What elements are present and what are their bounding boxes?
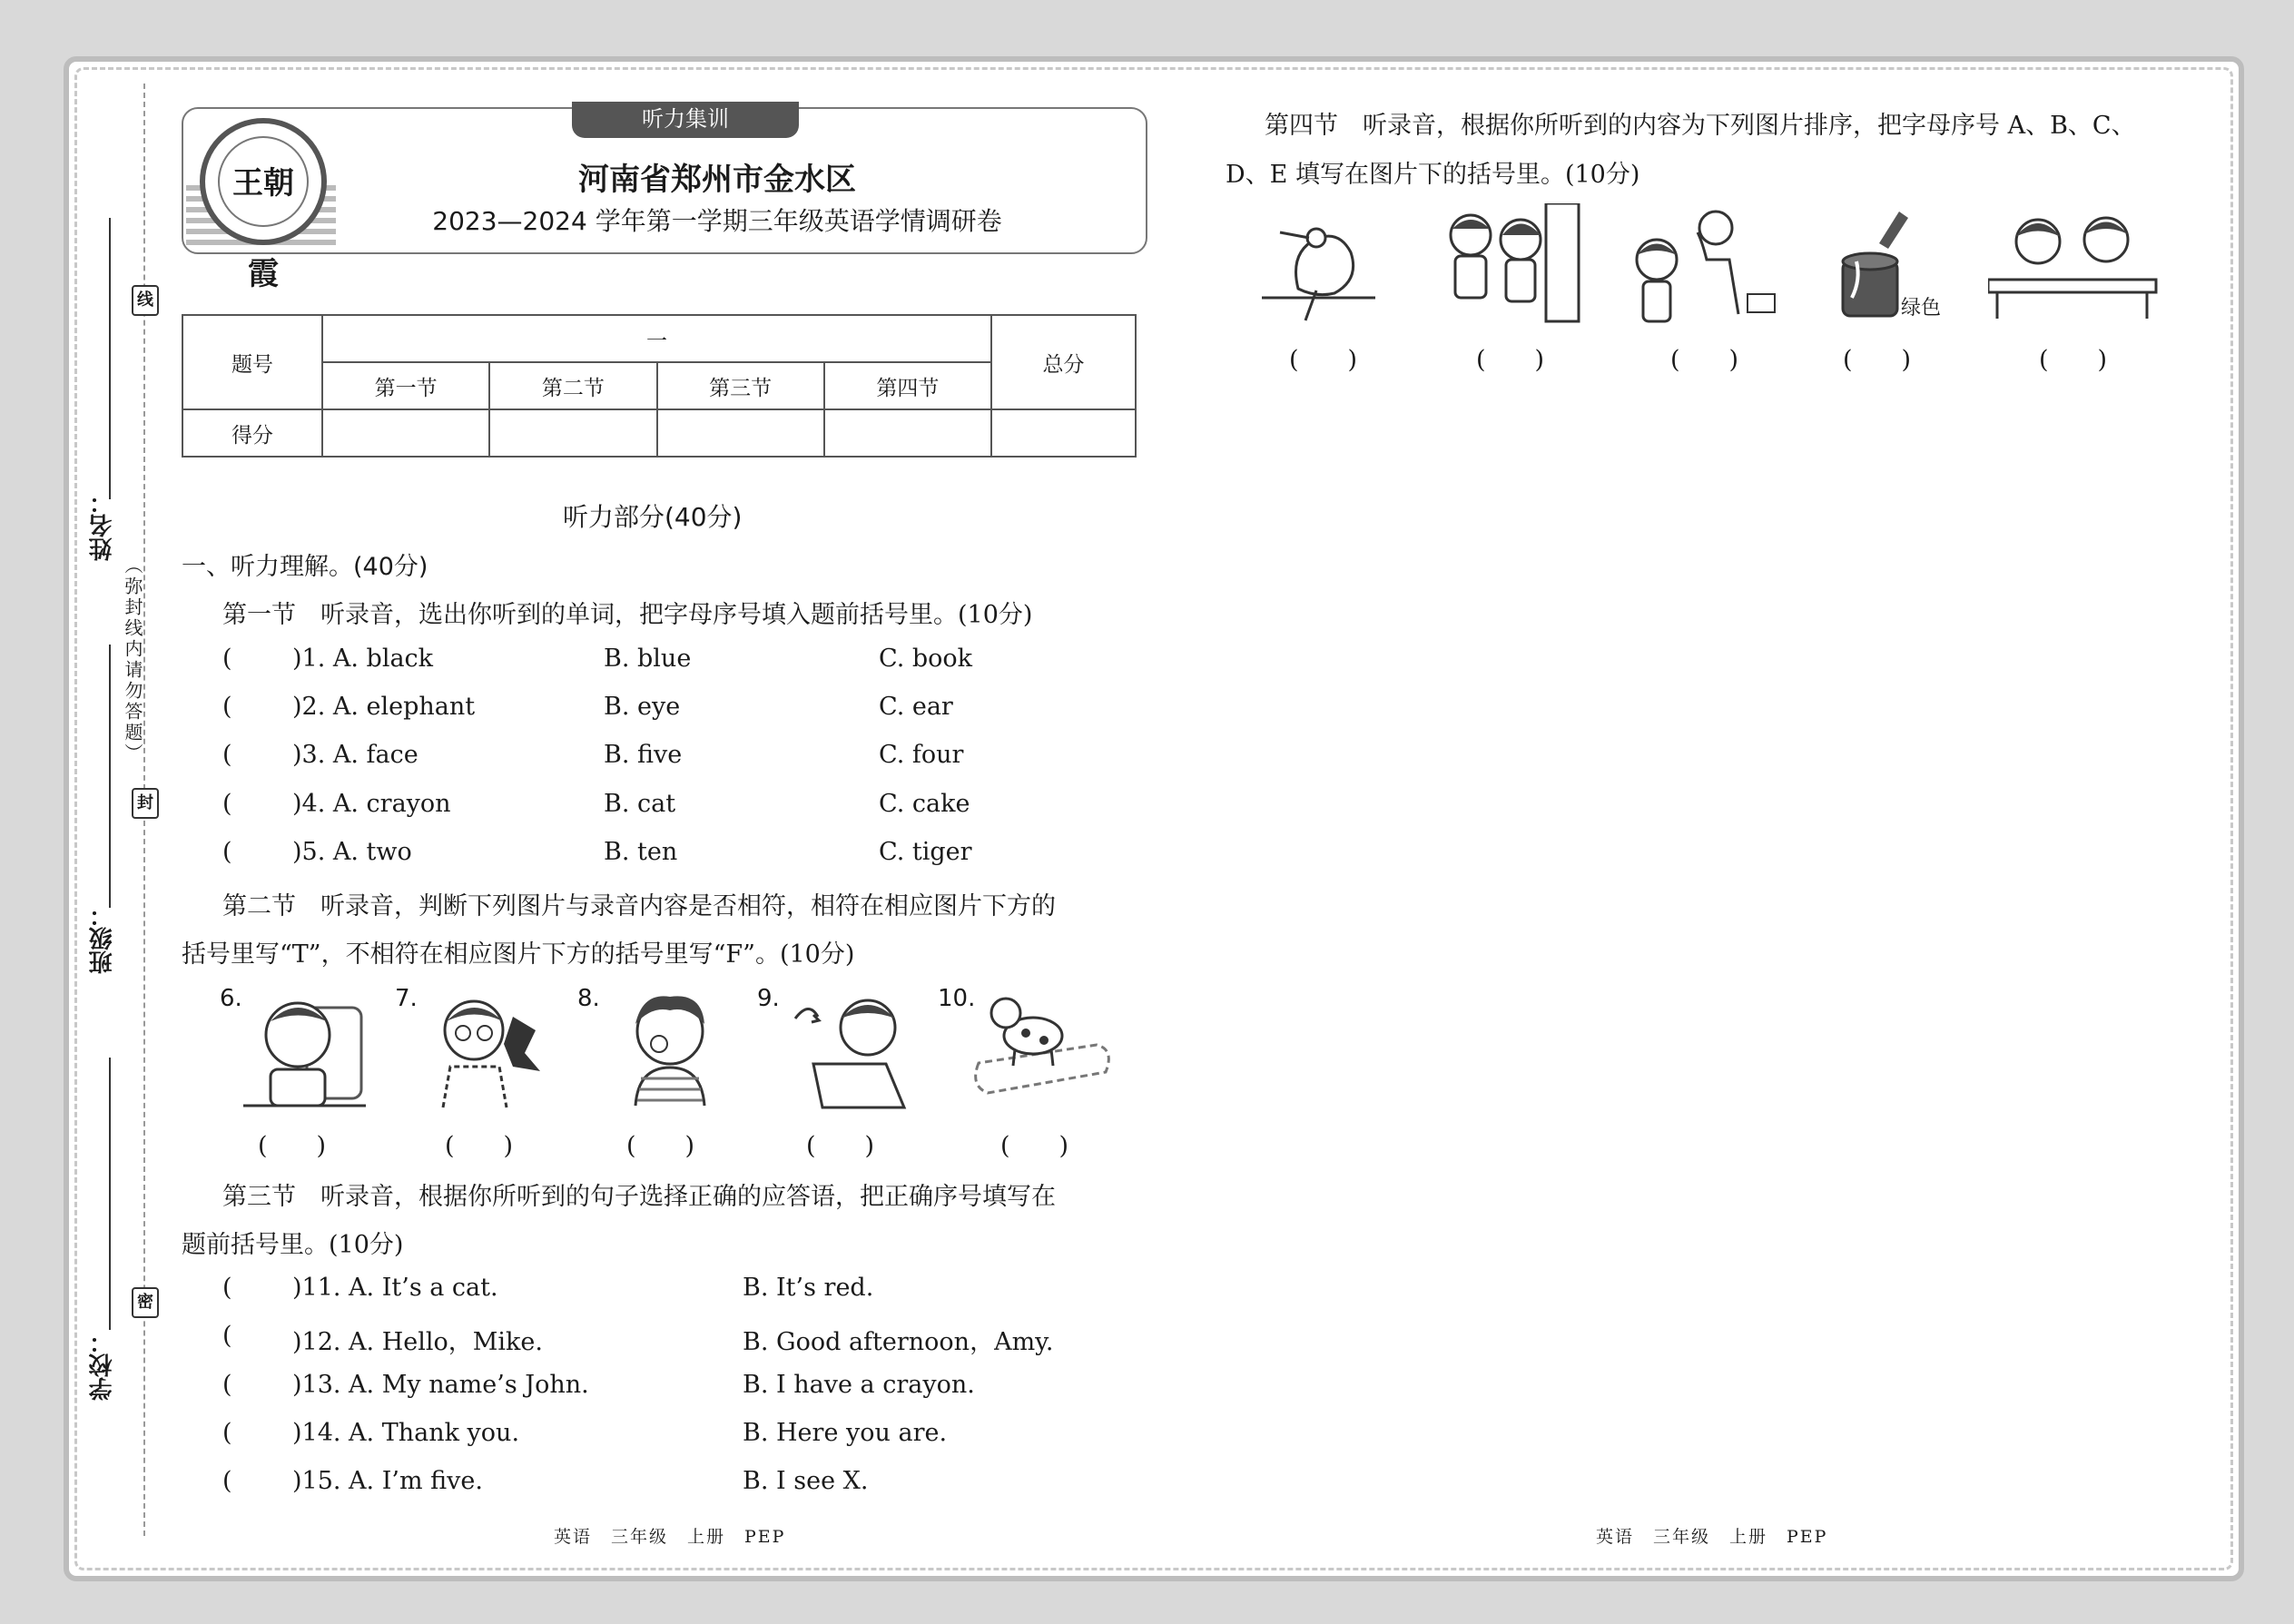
kids-at-door-picture xyxy=(1430,203,1584,326)
score-table xyxy=(182,314,1137,458)
sec3-line2: 题前括号里。(10分) xyxy=(182,1231,404,1259)
pic-number-7: 7. xyxy=(395,985,418,1012)
listening-heading: 听力部分(40分) xyxy=(563,502,743,532)
boy-arm-picture xyxy=(786,991,913,1109)
paren-open[interactable]: ( xyxy=(222,1322,232,1350)
sec2-line1: 第二节 听录音，判断下列图片与录音内容是否相符，相符在相应图片下方的 xyxy=(222,892,1056,920)
order-paren-5[interactable]: ( ) xyxy=(2039,346,2108,374)
kids-at-table-picture xyxy=(1988,205,2161,328)
paren-open[interactable]: ( xyxy=(222,1371,232,1399)
pic-number-9: 9. xyxy=(757,985,780,1012)
col-section-3: 第三节 xyxy=(657,362,824,409)
q3-b: B. five xyxy=(604,741,683,769)
q2-b: B. eye xyxy=(604,693,681,721)
answer-paren-6[interactable]: ( ) xyxy=(258,1132,327,1160)
class-label: 班级： xyxy=(89,903,116,974)
score-cell[interactable] xyxy=(657,409,824,457)
name-label: 姓名： xyxy=(89,490,116,561)
school-write-line xyxy=(109,1058,111,1330)
logo-text: 王朝霞 xyxy=(218,136,309,227)
q14-a: )14. A. Thank you. xyxy=(292,1419,520,1447)
q5-a: )5. A. two xyxy=(292,838,412,866)
order-paren-3[interactable]: ( ) xyxy=(1670,346,1739,374)
binding-note: （弥封线内请勿答题） xyxy=(122,556,143,764)
header-tab: 听力集训 xyxy=(572,102,799,138)
girl-nose-picture xyxy=(615,988,724,1110)
q3-c: C. four xyxy=(879,741,964,769)
school-label: 学校： xyxy=(89,1330,116,1401)
sec4-line1: 第四节 听录音，根据你所听到的内容为下列图片排序，把字母序号 A、B、C、 xyxy=(1265,112,2136,140)
q4-a: )4. A. crayon xyxy=(292,790,451,818)
col-section-2: 第二节 xyxy=(489,362,656,409)
seal-seal: 封 xyxy=(132,788,159,819)
answer-paren-9[interactable]: ( ) xyxy=(806,1132,875,1160)
class-write-line xyxy=(109,645,111,908)
sec2-line2: 括号里写“T”，不相符在相应图片下方的括号里写“F”。(10分) xyxy=(182,940,855,969)
q1-a: )1. A. black xyxy=(292,645,434,673)
q4-c: C. cake xyxy=(879,790,970,818)
bird-picture xyxy=(1262,207,1380,325)
score-cell[interactable] xyxy=(489,409,656,457)
order-paren-1[interactable]: ( ) xyxy=(1289,346,1358,374)
pic-number-8: 8. xyxy=(577,985,600,1012)
sec1-instruction: 第一节 听录音，选出你听到的单词，把字母序号填入题前括号里。(10分) xyxy=(222,601,1033,629)
page-subtitle: 2023—2024 学年第一学期三年级英语学情调研卷 xyxy=(432,206,1002,236)
name-write-line xyxy=(109,218,111,499)
paren-open[interactable]: ( xyxy=(222,693,232,721)
paren-open[interactable]: ( xyxy=(222,1419,232,1447)
q12-a: )12. A. Hello，Mike. xyxy=(292,1328,543,1356)
paren-open[interactable]: ( xyxy=(222,645,232,673)
q2-c: C. ear xyxy=(879,693,953,721)
q1-b: B. blue xyxy=(604,645,692,673)
answer-paren-8[interactable]: ( ) xyxy=(626,1132,695,1160)
row-label: 得分 xyxy=(182,409,322,457)
col-group: 一 xyxy=(322,315,991,362)
q5-b: B. ten xyxy=(604,838,678,866)
sec3-line1: 第三节 听录音，根据你所听到的句子选择正确的应答语，把正确序号填写在 xyxy=(222,1183,1056,1211)
col-total: 总分 xyxy=(991,315,1136,409)
q3-a: )3. A. face xyxy=(292,741,418,769)
q4-b: B. cat xyxy=(604,790,676,818)
sec4-line2: D、E 填写在图片下的括号里。(10分) xyxy=(1226,161,1640,189)
q15-a: )15. A. I’m five. xyxy=(292,1467,483,1495)
q15-b: B. I see X. xyxy=(743,1467,869,1495)
footer-right: 英语 三年级 上册 PEP xyxy=(1596,1527,1828,1547)
q12-b: B. Good afternoon，Amy. xyxy=(743,1328,1054,1356)
answer-paren-7[interactable]: ( ) xyxy=(445,1132,514,1160)
q5-c: C. tiger xyxy=(879,838,972,866)
footer-left: 英语 三年级 上册 PEP xyxy=(554,1527,786,1547)
q11-a: )11. A. It’s a cat. xyxy=(292,1274,498,1302)
boy-with-glasses-picture xyxy=(427,989,545,1112)
q11-b: B. It’s red. xyxy=(743,1274,874,1302)
boy-eating-picture xyxy=(243,989,370,1112)
q1-c: C. book xyxy=(879,645,973,673)
paren-open[interactable]: ( xyxy=(222,1467,232,1495)
score-cell[interactable] xyxy=(322,409,489,457)
page-title: 河南省郑州市金水区 xyxy=(578,162,856,198)
col-title: 题号 xyxy=(182,315,322,409)
q13-b: B. I have a crayon. xyxy=(743,1371,975,1399)
seal-line: 线 xyxy=(132,285,159,316)
order-paren-4[interactable]: ( ) xyxy=(1843,346,1912,374)
girl-and-mother-picture xyxy=(1620,205,1784,328)
score-cell[interactable] xyxy=(991,409,1136,457)
paren-open[interactable]: ( xyxy=(222,790,232,818)
paren-open[interactable]: ( xyxy=(222,741,232,769)
q13-a: )13. A. My name’s John. xyxy=(292,1371,589,1399)
part1-heading: 一、听力理解。(40分) xyxy=(182,553,428,581)
score-cell[interactable] xyxy=(824,409,991,457)
col-section-4: 第四节 xyxy=(824,362,991,409)
pic-number-10: 10. xyxy=(938,985,976,1012)
pic-number-6: 6. xyxy=(220,985,242,1012)
seal-secret: 密 xyxy=(132,1287,159,1318)
dog-on-log-picture xyxy=(970,986,1115,1104)
paint-color-label: 绿色 xyxy=(1901,297,1942,320)
order-paren-2[interactable]: ( ) xyxy=(1476,346,1545,374)
q14-b: B. Here you are. xyxy=(743,1419,948,1447)
q2-a: )2. A. elephant xyxy=(292,693,476,721)
paren-open[interactable]: ( xyxy=(222,1274,232,1302)
col-section-1: 第一节 xyxy=(322,362,489,409)
paren-open[interactable]: ( xyxy=(222,838,232,866)
logo xyxy=(200,118,327,292)
answer-paren-10[interactable]: ( ) xyxy=(1000,1132,1069,1160)
